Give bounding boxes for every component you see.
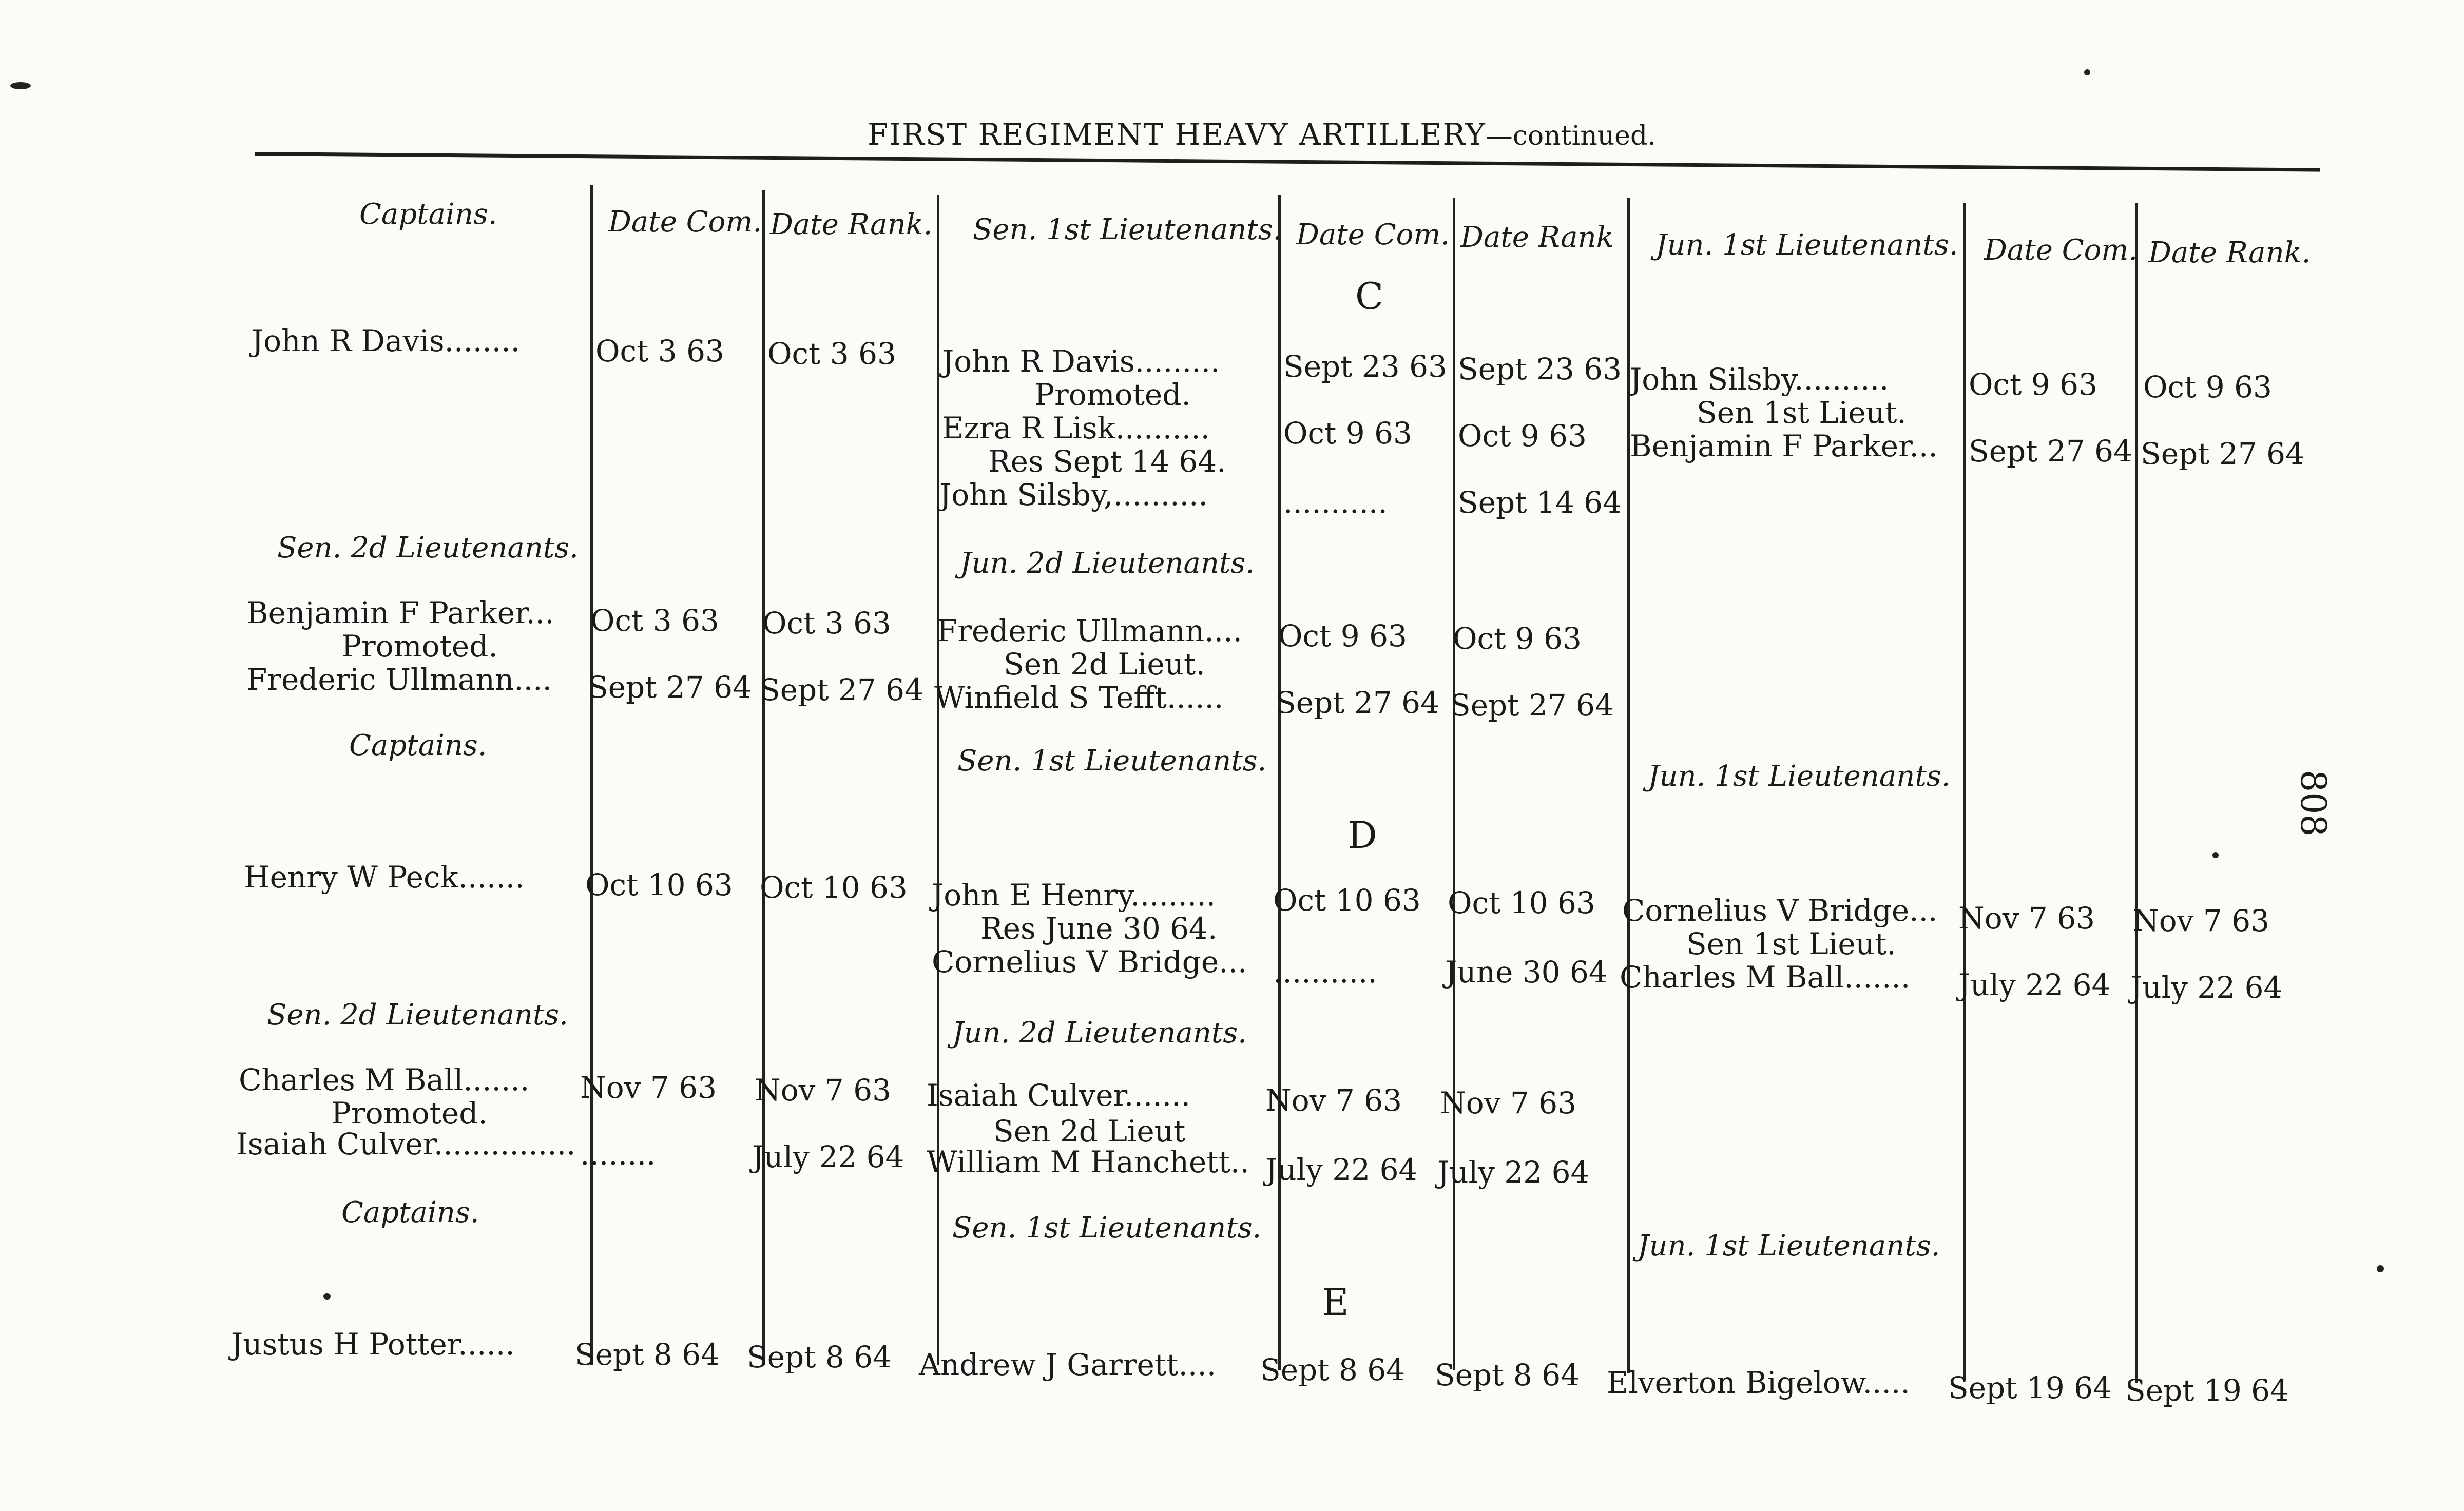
sen-2d-name: Charles M Ball....... <box>239 1062 530 1097</box>
column-rule <box>1964 203 1966 1381</box>
title-main: FIRST REGIMENT HEAVY ARTILLERY <box>868 117 1486 152</box>
jun-2d-date-rank: July 22 64 <box>1437 1155 1590 1190</box>
section-sen-2d-lieutenants: Sen. 2d Lieutenants. <box>267 998 568 1032</box>
sen-1st-note: Promoted. <box>1034 377 1191 412</box>
sen-1st-date-com: ........... <box>1273 955 1377 990</box>
column-rule <box>1453 198 1455 1370</box>
sen-1st-date-com: Sept 23 63 <box>1283 349 1447 384</box>
jun-1st-note: Sen 1st Lieut. <box>1697 395 1907 430</box>
sen-1st-date-com: ........... <box>1283 485 1388 520</box>
section-sen-2d-lieutenants: Sen. 2d Lieutenants. <box>277 531 579 565</box>
header-date-rank-1: Date Rank. <box>770 208 933 241</box>
section-jun-1st-lieutenants: Jun. 1st Lieutenants. <box>1638 1229 1940 1263</box>
jun-1st-name: Benjamin F Parker... <box>1630 429 1938 463</box>
header-date-com-3: Date Com. <box>1984 234 2138 267</box>
jun-1st-name: Elverton Bigelow..... <box>1607 1365 1910 1400</box>
sen-2d-date-com: Sept 27 64 <box>588 670 752 705</box>
jun-1st-name: John Silsby.......... <box>1630 362 1889 397</box>
captain-name: Justus H Potter...... <box>231 1327 515 1362</box>
jun-2d-date-com: Oct 9 63 <box>1278 618 1407 653</box>
sen-1st-note: Res Sept 14 64. <box>988 444 1226 479</box>
captain-name: John R Davis........ <box>252 323 521 358</box>
section-jun-1st-lieutenants: Jun. 1st Lieutenants. <box>1648 760 1951 793</box>
sen-1st-name: Andrew J Garrett.... <box>919 1347 1217 1382</box>
jun-1st-date-rank: Sept 19 64 <box>2125 1373 2289 1408</box>
sen-1st-name: Ezra R Lisk.......... <box>942 411 1210 445</box>
header-date-rank-3: Date Rank. <box>2148 236 2311 269</box>
jun-1st-date-rank: Sept 27 64 <box>2141 436 2304 471</box>
captain-date-com: Oct 10 63 <box>585 867 733 902</box>
jun-2d-date-rank: Nov 7 63 <box>1440 1086 1577 1120</box>
section-captains: Captains. <box>341 1196 479 1229</box>
jun-1st-date-com: Oct 9 63 <box>1969 367 2097 402</box>
company-letter-c: C <box>1355 275 1384 318</box>
sen-1st-date-com: Oct 10 63 <box>1273 883 1421 918</box>
sen-1st-date-rank: Oct 10 63 <box>1448 885 1595 920</box>
scan-speck <box>323 1293 331 1300</box>
sen-1st-name: John E Henry......... <box>932 878 1216 913</box>
header-jun-1st-lieutenants: Jun. 1st Lieutenants. <box>1656 228 1958 262</box>
sen-2d-name: Benjamin F Parker... <box>246 595 554 630</box>
jun-1st-date-com: Sept 19 64 <box>1948 1370 2112 1405</box>
company-letter-e: E <box>1322 1281 1349 1324</box>
section-captains: Captains. <box>349 729 487 762</box>
jun-2d-name: William M Hanchett.. <box>927 1145 1249 1179</box>
captain-date-com: Sept 8 64 <box>575 1337 720 1372</box>
jun-1st-date-com: Nov 7 63 <box>1958 901 2095 936</box>
captain-name: Henry W Peck....... <box>244 860 525 895</box>
sen-2d-note: Promoted. <box>331 1096 488 1131</box>
jun-1st-date-rank: Nov 7 63 <box>2133 903 2270 938</box>
sen-1st-date-rank: Sept 14 64 <box>1458 485 1622 520</box>
section-sen-1st-lieutenants: Sen. 1st Lieutenants. <box>952 1211 1262 1245</box>
header-sen-1st-lieutenants: Sen. 1st Lieutenants. <box>973 213 1282 246</box>
sen-1st-date-rank: Sept 23 63 <box>1458 352 1622 386</box>
jun-2d-date-com: July 22 64 <box>1265 1152 1418 1187</box>
sen-2d-name: Frederic Ullmann.... <box>246 662 552 697</box>
sen-1st-date-com: Oct 9 63 <box>1283 416 1412 451</box>
section-sen-1st-lieutenants: Sen. 1st Lieutenants. <box>957 744 1267 778</box>
jun-1st-date-rank: Oct 9 63 <box>2143 370 2272 404</box>
sen-1st-note: Res June 30 64. <box>980 911 1218 946</box>
title-rule <box>255 152 2320 172</box>
scan-speck <box>10 82 31 89</box>
column-rule <box>937 195 939 1365</box>
sen-2d-date-rank: Nov 7 63 <box>755 1073 892 1108</box>
title-suffix: —continued. <box>1486 121 1656 151</box>
captain-date-rank: Oct 3 63 <box>767 336 896 371</box>
column-rule <box>2135 203 2138 1383</box>
jun-1st-name: Cornelius V Bridge... <box>1622 893 1938 928</box>
jun-2d-name: Frederic Ullmann.... <box>937 613 1242 648</box>
jun-2d-note: Sen 2d Lieut <box>993 1114 1186 1149</box>
scan-speck <box>2084 69 2090 75</box>
sen-1st-date-com: Sept 8 64 <box>1260 1352 1406 1387</box>
sen-2d-date-com: ........ <box>580 1137 656 1172</box>
sen-2d-date-com: Oct 3 63 <box>590 603 719 638</box>
sen-1st-date-rank: Sept 8 64 <box>1435 1358 1580 1392</box>
header-captains: Captains. <box>359 198 497 231</box>
captain-date-rank: Oct 10 63 <box>760 870 908 905</box>
jun-1st-date-com: Sept 27 64 <box>1969 434 2132 469</box>
captain-date-rank: Sept 8 64 <box>747 1340 892 1374</box>
jun-2d-date-com: Nov 7 63 <box>1265 1083 1402 1118</box>
column-rule <box>762 190 765 1365</box>
sen-2d-name: Isaiah Culver............... <box>236 1127 576 1161</box>
jun-1st-date-rank: July 22 64 <box>2130 970 2283 1005</box>
sen-1st-name: Cornelius V Bridge... <box>932 944 1247 979</box>
jun-2d-name: Winfield S Tefft...... <box>934 680 1224 715</box>
scan-speck <box>2377 1265 2384 1272</box>
captain-date-com: Oct 3 63 <box>595 334 724 369</box>
sen-1st-date-rank: Oct 9 63 <box>1458 418 1587 453</box>
header-date-com-2: Date Com. <box>1296 218 1450 251</box>
sen-2d-note: Promoted. <box>341 629 498 664</box>
jun-2d-date-rank: Sept 27 64 <box>1450 688 1614 723</box>
jun-1st-date-com: July 22 64 <box>1958 967 2111 1002</box>
jun-2d-name: Isaiah Culver....... <box>927 1078 1190 1113</box>
sen-2d-date-com: Nov 7 63 <box>580 1070 717 1105</box>
sen-2d-date-rank: Sept 27 64 <box>760 672 923 707</box>
section-jun-2d-lieutenants: Jun. 2d Lieutenants. <box>952 1016 1247 1050</box>
company-letter-d: D <box>1348 813 1377 857</box>
sen-1st-name: John R Davis......... <box>942 344 1220 379</box>
section-jun-2d-lieutenants: Jun. 2d Lieutenants. <box>960 547 1255 580</box>
scan-speck <box>2212 852 2219 858</box>
header-date-com-1: Date Com. <box>608 205 762 239</box>
sen-2d-date-rank: Oct 3 63 <box>762 606 891 641</box>
sen-1st-name: John Silsby,.......... <box>939 477 1208 512</box>
header-date-rank-2: Date Rank <box>1460 221 1614 254</box>
column-rule <box>1278 195 1281 1370</box>
jun-2d-note: Sen 2d Lieut. <box>1004 647 1205 682</box>
sen-1st-date-rank: June 30 64 <box>1445 955 1608 990</box>
column-rule <box>590 185 593 1365</box>
page-number: 808 <box>2293 770 2333 837</box>
jun-2d-date-rank: Oct 9 63 <box>1453 621 1582 656</box>
jun-1st-name: Charles M Ball....... <box>1620 960 1911 995</box>
jun-1st-note: Sen 1st Lieut. <box>1686 926 1896 961</box>
jun-2d-date-com: Sept 27 64 <box>1276 685 1439 720</box>
sen-2d-date-rank: July 22 64 <box>752 1139 904 1174</box>
page-title <box>868 117 1656 152</box>
